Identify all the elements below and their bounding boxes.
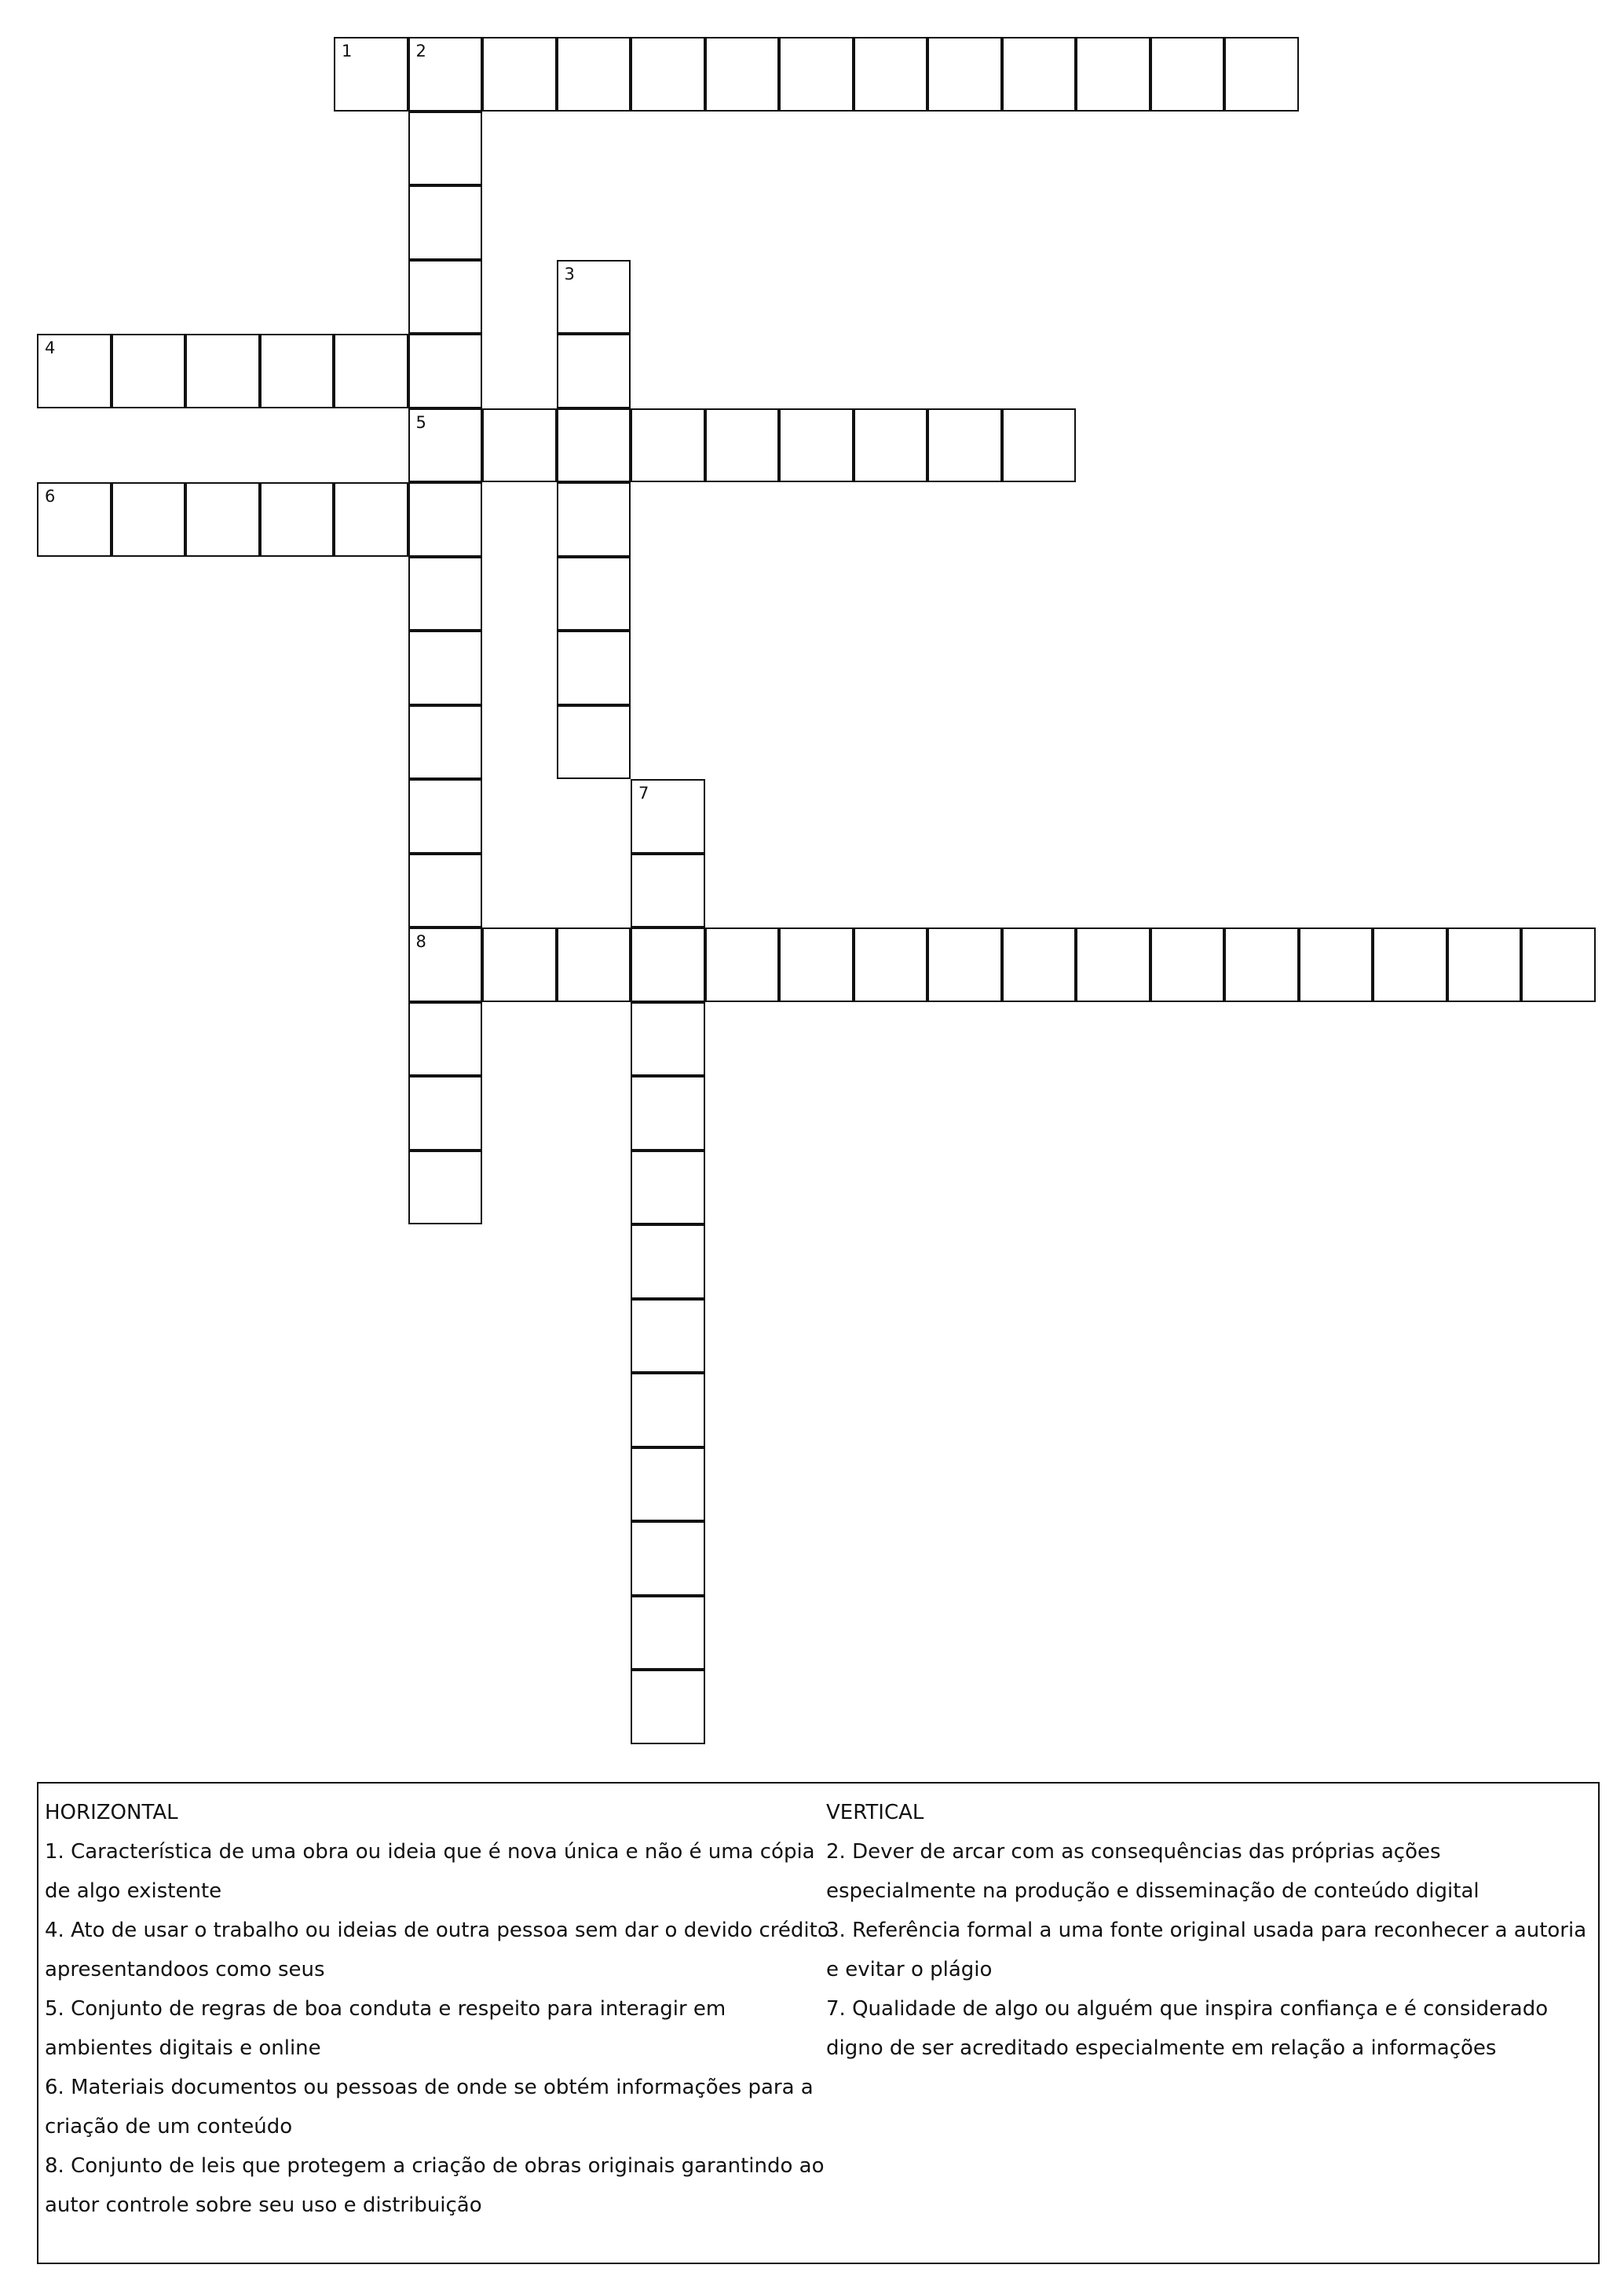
grid-cell[interactable]: [631, 1151, 705, 1225]
grid-cell[interactable]: [557, 334, 631, 408]
grid-cell[interactable]: [408, 927, 483, 1002]
vertical-clues: [826, 1793, 1592, 2068]
clue-5: 5. Conjunto de regras de boa conduta e respeito para interagir em ambientes digitais e online: [45, 1997, 726, 2060]
grid-cell[interactable]: [557, 557, 631, 631]
grid-cell[interactable]: [631, 1002, 705, 1077]
grid-cell[interactable]: [1150, 927, 1225, 1002]
grid-cell[interactable]: [1002, 408, 1077, 483]
clue-2: 2. Dever de arcar com as consequências das próprias ações especialmente na produção e disseminação de conteúdo digital: [826, 1840, 1480, 1903]
grid-cell[interactable]: [927, 927, 1002, 1002]
clue-number: 1: [342, 42, 353, 60]
grid-cell[interactable]: [927, 408, 1002, 483]
grid-cell[interactable]: [334, 482, 408, 557]
grid-cell[interactable]: [334, 37, 408, 112]
clue-1: 1. Característica de uma obra ou ideia que é nova única e não é uma cópia de algo existente: [45, 1840, 815, 1903]
grid-cell[interactable]: [408, 112, 483, 186]
grid-cell[interactable]: [1002, 37, 1077, 112]
grid-cell[interactable]: [185, 482, 260, 557]
grid-cell[interactable]: [408, 705, 483, 780]
grid-cell[interactable]: [1299, 927, 1373, 1002]
grid-cell[interactable]: [1076, 37, 1150, 112]
clue-6: 6. Materiais documentos ou pessoas de onde se obtém informações para a criação de um conteúdo: [45, 2076, 814, 2138]
clue-3: 3. Referência formal a uma fonte original usada para reconhecer a autoria e evitar o plágio: [826, 1919, 1587, 1981]
grid-cell[interactable]: [631, 1596, 705, 1670]
grid-cell[interactable]: [557, 482, 631, 557]
grid-cell[interactable]: [260, 482, 335, 557]
grid-cell[interactable]: [1521, 927, 1596, 1002]
clue-number: 3: [564, 264, 575, 284]
grid-cell[interactable]: [557, 408, 631, 483]
grid-cell[interactable]: [408, 482, 483, 557]
grid-cell[interactable]: [705, 927, 780, 1002]
grid-cell[interactable]: [408, 557, 483, 631]
grid-cell[interactable]: [557, 260, 631, 335]
grid-cell[interactable]: [408, 631, 483, 705]
clue-number: 7: [638, 784, 649, 803]
grid-cell[interactable]: [779, 927, 854, 1002]
clue-number: 5: [415, 412, 426, 432]
grid-cell[interactable]: [779, 408, 854, 483]
grid-cell[interactable]: [37, 482, 112, 557]
grid-cell[interactable]: [631, 854, 705, 928]
grid-cell[interactable]: [1224, 37, 1299, 112]
grid-cell[interactable]: [408, 185, 483, 260]
grid-cell[interactable]: [854, 408, 928, 483]
vertical-heading: VERTICAL: [826, 1801, 924, 1824]
grid-cell[interactable]: [408, 260, 483, 335]
clue-7: 7. Qualidade de algo ou alguém que inspira confiança e é considerado digno de ser acreditado especialmente em relação a informações: [826, 1997, 1549, 2060]
grid-cell[interactable]: [482, 927, 557, 1002]
grid-cell[interactable]: [557, 927, 631, 1002]
grid-cell[interactable]: [1373, 927, 1447, 1002]
grid-cell[interactable]: [705, 408, 780, 483]
grid-cell[interactable]: [631, 1670, 705, 1744]
grid-cell[interactable]: [631, 927, 705, 1002]
grid-cell[interactable]: [408, 37, 483, 112]
grid-cell[interactable]: [779, 37, 854, 112]
grid-cell[interactable]: [631, 408, 705, 483]
grid-cell[interactable]: [408, 408, 483, 483]
grid-cell[interactable]: [631, 37, 705, 112]
grid-cell[interactable]: [557, 631, 631, 705]
grid-cell[interactable]: [334, 334, 408, 408]
clue-number: 8: [415, 932, 426, 951]
grid-cell[interactable]: [408, 779, 483, 854]
grid-cell[interactable]: [854, 37, 928, 112]
clue-4: 4. Ato de usar o trabalho ou ideias de outra pessoa sem dar o devido crédito apresentandoos como seus: [45, 1919, 830, 1981]
grid-cell[interactable]: [1224, 927, 1299, 1002]
grid-cell[interactable]: [1002, 927, 1077, 1002]
horizontal-heading: HORIZONTAL: [45, 1801, 178, 1824]
grid-cell[interactable]: [631, 1224, 705, 1299]
grid-cell[interactable]: [408, 854, 483, 928]
grid-cell[interactable]: [482, 408, 557, 483]
grid-cell[interactable]: [705, 37, 780, 112]
grid-cell[interactable]: [112, 482, 186, 557]
clue-number: 2: [415, 42, 426, 60]
grid-cell[interactable]: [1447, 927, 1522, 1002]
clue-number: 4: [45, 338, 56, 357]
grid-cell[interactable]: [185, 334, 260, 408]
grid-cell[interactable]: [854, 927, 928, 1002]
grid-cell[interactable]: [631, 1521, 705, 1596]
grid-cell[interactable]: [557, 705, 631, 780]
clue-number: 6: [45, 487, 56, 506]
grid-cell[interactable]: [112, 334, 186, 408]
clue-8: 8. Conjunto de leis que protegem a criação de obras originais garantindo ao autor controle sobre seu uso e distribuição: [45, 2154, 825, 2217]
grid-cell[interactable]: [37, 334, 112, 408]
grid-cell[interactable]: [1076, 927, 1150, 1002]
grid-cell[interactable]: [408, 1076, 483, 1151]
grid-cell[interactable]: [260, 334, 335, 408]
grid-cell[interactable]: [408, 334, 483, 408]
grid-cell[interactable]: [631, 1447, 705, 1522]
grid-cell[interactable]: [482, 37, 557, 112]
grid-cell[interactable]: [1150, 37, 1225, 112]
grid-cell[interactable]: [408, 1151, 483, 1225]
grid-cell[interactable]: [631, 1076, 705, 1151]
grid-cell[interactable]: [408, 1002, 483, 1077]
horizontal-clues: [45, 1793, 830, 2225]
grid-cell[interactable]: [631, 1299, 705, 1374]
grid-cell[interactable]: [631, 779, 705, 854]
grid-cell[interactable]: [557, 37, 631, 112]
clues-box: [37, 1782, 1600, 2264]
grid-cell[interactable]: [631, 1373, 705, 1447]
grid-cell[interactable]: [927, 37, 1002, 112]
